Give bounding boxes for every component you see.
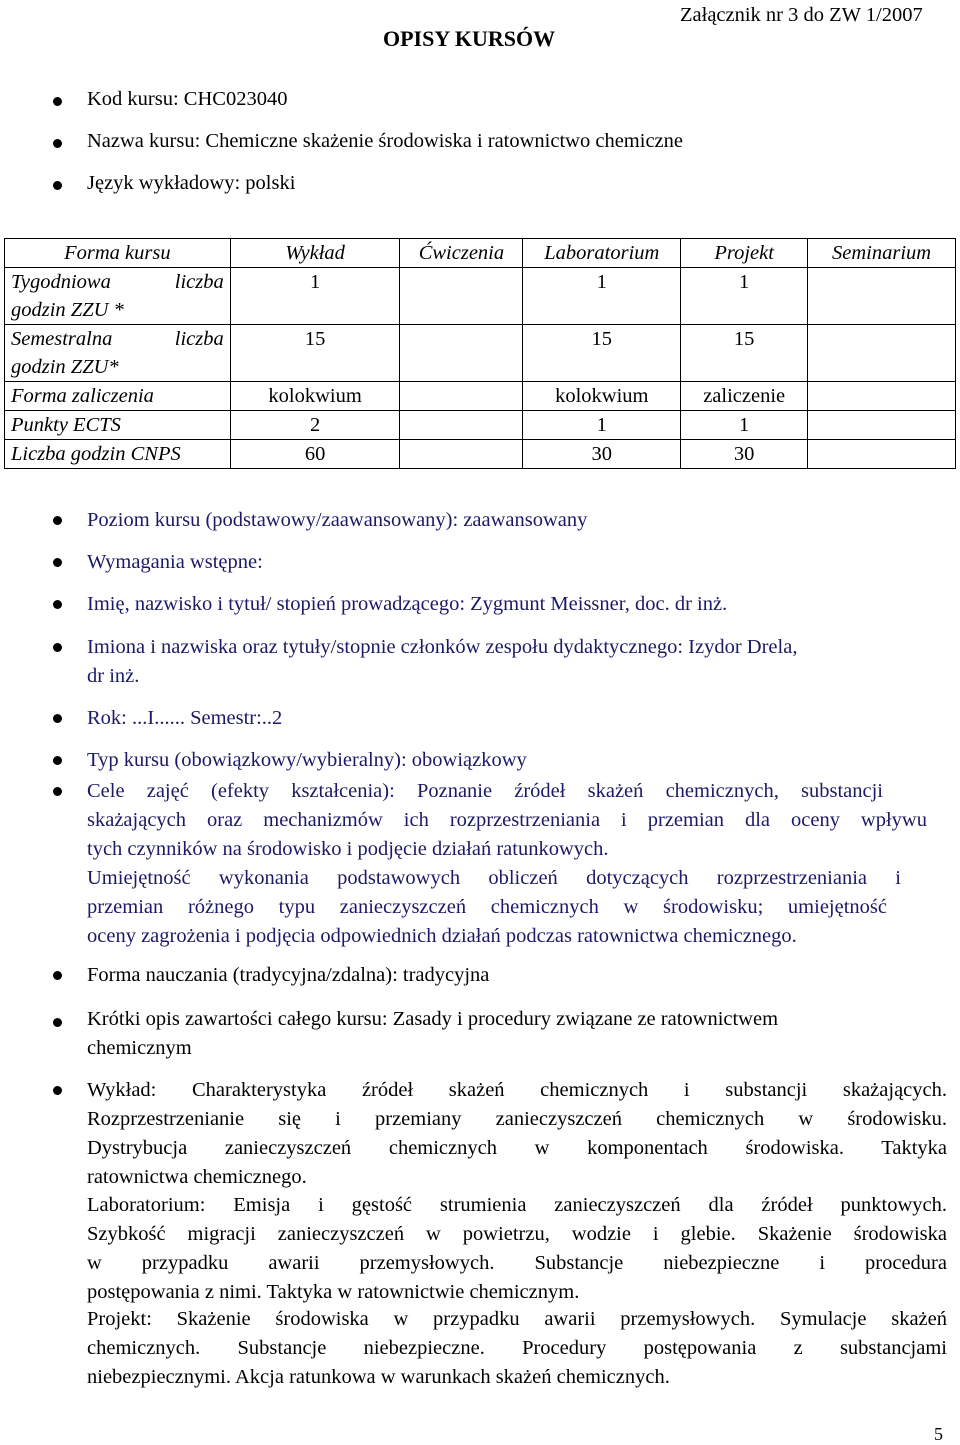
header-wyklad: Wykład: [230, 239, 400, 268]
table-cell: 1: [681, 411, 808, 440]
page-title: OPISY KURSÓW: [383, 26, 556, 51]
table-cell: zaliczenie: [681, 382, 808, 411]
table-cell: 2: [230, 411, 400, 440]
year-semester: Rok: ...I...... Semestr:..2: [87, 707, 283, 729]
table-cell: 1: [230, 268, 400, 325]
table-cell: 15: [230, 325, 400, 382]
table-cell: 1: [681, 268, 808, 325]
project-content: niebezpiecznymi. Akcja ratunkowa w warunkach skażeń chemicznych.: [87, 1366, 670, 1388]
course-code: Kod kursu: CHC023040: [87, 88, 288, 110]
lab-content: postępowania z nimi. Taktyka w ratownictwie chemicznym.: [87, 1281, 580, 1303]
table-cell: 60: [230, 440, 400, 469]
bullet-icon: [53, 714, 62, 723]
bullet-icon: [53, 643, 62, 652]
lecture-content: Rozprzestrzenianie się i przemiany zanieczyszczeń chemicznych w środowisku.: [87, 1108, 947, 1130]
table-cell: 1: [523, 411, 681, 440]
table-cell: 15: [523, 325, 681, 382]
goals-line: oceny zagrożenia i podjęcia odpowiednich działań podczas ratownictwa chemicznego.: [87, 925, 797, 947]
bullet-icon: [53, 139, 62, 148]
table-row: [5, 382, 956, 411]
course-level: Poziom kursu (podstawowy/zaawansowany): zaawansowany: [87, 509, 588, 531]
project-content: chemicznych. Substancje niebezpieczne. Procedury postępowania z substancjami: [87, 1337, 947, 1359]
bullet-icon: [53, 600, 62, 609]
prerequisites: Wymagania wstępne:: [87, 551, 263, 573]
table-cell: [400, 382, 523, 411]
bullet-icon: [53, 97, 62, 106]
table-cell: [808, 382, 956, 411]
lab-content: w przypadku awarii przemysłowych. Substancje niebezpieczne i procedura: [87, 1252, 947, 1274]
table-row: [5, 325, 956, 382]
lecture-content: ratownictwa chemicznego.: [87, 1166, 307, 1188]
lab-content: Laboratorium: Emisja i gęstość strumienia zanieczyszczeń dla źródeł punktowych.: [87, 1194, 947, 1216]
bullet-icon: [53, 558, 62, 567]
table-row: [5, 268, 956, 325]
bullet-icon: [53, 181, 62, 190]
bullet-icon: [53, 971, 62, 980]
row-label: Liczba godzin CNPS: [5, 440, 231, 469]
goals-line: tych czynników na środowisko i podjęcie działań ratunkowych.: [87, 838, 609, 860]
lab-content: Szybkość migracji zanieczyszczeń w powietrzu, wodzie i glebie. Skażenie środowiska: [87, 1223, 947, 1245]
table-cell: kolokwium: [523, 382, 681, 411]
team-members-cont: dr inż.: [87, 665, 140, 687]
teaching-form: Forma nauczania (tradycyjna/zdalna): tradycyjna: [87, 964, 490, 986]
table-cell: [400, 411, 523, 440]
row-label: Punkty ECTS: [5, 411, 231, 440]
header-projekt: Projekt: [681, 239, 808, 268]
header-laboratorium: Laboratorium: [523, 239, 681, 268]
course-name: Nazwa kursu: Chemiczne skażenie środowiska i ratownictwo chemiczne: [87, 130, 683, 152]
header-seminarium: Seminarium: [808, 239, 956, 268]
row-label: Tygodniowa liczba godzin ZZU *: [5, 268, 231, 325]
table-cell: kolokwium: [230, 382, 400, 411]
bullet-icon: [53, 1086, 62, 1095]
lecturer: Imię, nazwisko i tytuł/ stopień prowadzącego: Zygmunt Meissner, doc. dr inż.: [87, 593, 728, 615]
short-description: Krótki opis zawartości całego kursu: Zasady i procedury związane ze ratownictwem: [87, 1008, 779, 1030]
table-cell: [808, 325, 956, 382]
bullet-icon: [53, 787, 62, 796]
goals-line: przemian różnego typu zanieczyszczeń chemicznych w środowisku; umiejętność: [87, 896, 887, 918]
table-cell: [400, 440, 523, 469]
page-number: 5: [934, 1424, 943, 1444]
table-cell: [808, 440, 956, 469]
table-cell: [400, 325, 523, 382]
table-row: [5, 440, 956, 469]
goals-line: Umiejętność wykonania podstawowych obliczeń dotyczących rozprzestrzeniania i: [87, 867, 901, 889]
bullet-icon: [53, 516, 62, 525]
row-label: Semestralna liczba godzin ZZU*: [5, 325, 231, 382]
table-cell: 30: [681, 440, 808, 469]
table-header-row: [5, 239, 956, 268]
attachment-note: Załącznik nr 3 do ZW 1/2007: [680, 4, 923, 26]
course-table: [4, 238, 956, 469]
bullet-icon: [53, 1018, 62, 1027]
table-cell: 30: [523, 440, 681, 469]
short-description-cont: chemicznym: [87, 1037, 192, 1059]
table-cell: [808, 411, 956, 440]
table-cell: 15: [681, 325, 808, 382]
table-row: [5, 411, 956, 440]
bullet-icon: [53, 756, 62, 765]
lecture-content: Wykład: Charakterystyka źródeł skażeń chemicznych i substancji skażających.: [87, 1079, 947, 1101]
table-cell: [808, 268, 956, 325]
goals-line: skażających oraz mechanizmów ich rozprzestrzeniania i przemian dla oceny wpływu: [87, 809, 927, 831]
header-forma-kursu: Forma kursu: [5, 239, 231, 268]
goals-line: Cele zajęć (efekty kształcenia): Poznanie źródeł skażeń chemicznych, substancji: [87, 780, 883, 802]
course-type: Typ kursu (obowiązkowy/wybieralny): obowiązkowy: [87, 749, 527, 771]
table-cell: 1: [523, 268, 681, 325]
lecture-content: Dystrybucja zanieczyszczeń chemicznych w komponentach środowiska. Taktyka: [87, 1137, 947, 1159]
row-label: Forma zaliczenia: [5, 382, 231, 411]
header-cwiczenia: Ćwiczenia: [400, 239, 523, 268]
table-cell: [400, 268, 523, 325]
course-language: Język wykładowy: polski: [87, 172, 296, 194]
team-members: Imiona i nazwiska oraz tytuły/stopnie członków zespołu dydaktycznego: Izydor Drela,: [87, 636, 798, 658]
project-content: Projekt: Skażenie środowiska w przypadku awarii przemysłowych. Symulacje skażeń: [87, 1308, 947, 1330]
